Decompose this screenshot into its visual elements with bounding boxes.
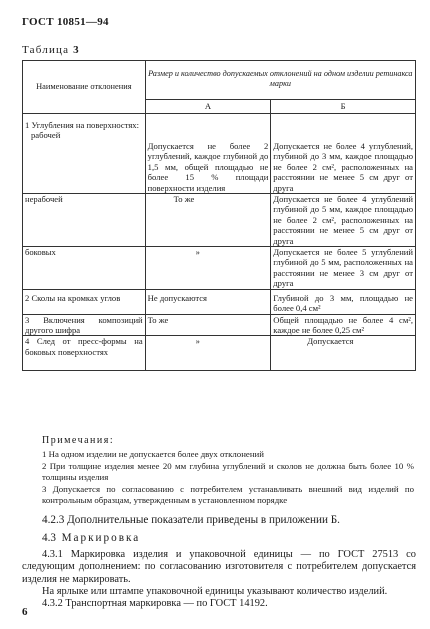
col-header-deviation-name: Наименование отклонения bbox=[23, 61, 146, 114]
paragraph-4-3-1-extra bbox=[22, 586, 416, 611]
row-name: боковых bbox=[23, 247, 146, 290]
paragraph-labeling-count: На ярлыке или штампе упаковочной единицы указывают количество изделий. bbox=[42, 586, 388, 597]
note-1: 1 На одном изделии не допускается более двух отклонений bbox=[42, 449, 264, 459]
table-row bbox=[23, 114, 416, 194]
table-row bbox=[23, 289, 416, 314]
row-value-b: Глубиной до 3 мм, площадью не более 0,4 см² bbox=[271, 289, 416, 314]
col-header-a: А bbox=[145, 100, 271, 114]
row-value-a: Не допускаются bbox=[145, 289, 271, 314]
table-row bbox=[23, 194, 416, 247]
table-caption bbox=[22, 44, 79, 56]
row-value-b: Допускается не более 4 углублений глубиной до 5 мм, каждое площадью не более 2 см², расположенных на расстоянии не менее 5 см друг от друга bbox=[271, 194, 416, 247]
document-header: ГОСТ 10851—94 bbox=[22, 16, 109, 28]
row-value-a: » bbox=[145, 247, 271, 290]
row-value-a: То же bbox=[145, 314, 271, 336]
row-name: нерабочей bbox=[23, 194, 146, 247]
table-row bbox=[23, 336, 416, 371]
table-caption-prefix: Таблица bbox=[22, 44, 70, 56]
row-name bbox=[23, 114, 146, 194]
row-name: 4 След от пресс-формы на боковых поверхностях bbox=[23, 336, 146, 371]
paragraph-4-2-3: 4.2.3 Дополнительные показатели приведены в приложении Б. bbox=[42, 514, 340, 526]
section-number: 4.3 bbox=[42, 532, 56, 544]
col-header-size-quantity: Размер и количество допускаемых отклонений на одном изделии ретинакса марки bbox=[145, 61, 415, 100]
row-name: 3 Включения композиций другого шифра bbox=[23, 314, 146, 336]
note-2: 2 При толщине изделия менее 20 мм глубина углублений и сколов не должна быть более 10 % толщины изделия bbox=[42, 461, 414, 482]
section-title: Маркировка bbox=[61, 532, 141, 544]
table-header-row bbox=[23, 61, 416, 100]
row-value-b: Допускается не более 4 углублений, глубиной до 3 мм, каждое площадью не более 2 см², расположенных на расстоянии не менее 5 см друг от друга bbox=[271, 114, 416, 194]
table-row bbox=[23, 247, 416, 290]
notes-title: Примечания: bbox=[42, 435, 115, 446]
table-row bbox=[23, 314, 416, 336]
row-value-a: Допускается не более 2 углублений, каждое глубиной до 1,5 мм, общей площадью не более 15 % площади поверхности изделия bbox=[145, 114, 271, 194]
row-subname: рабочей bbox=[31, 130, 61, 141]
paragraph-4-3-1: 4.3.1 Маркировка изделия и упаковочной единицы — по ГОСТ 27513 со следующим дополнением: по согласованию изготовителя с потребителем допускается изделия не маркировать. bbox=[22, 549, 416, 585]
col-header-b: Б bbox=[271, 100, 416, 114]
page-number: 6 bbox=[22, 606, 28, 618]
row-name: 2 Сколы на кромках углов bbox=[23, 289, 146, 314]
section-4-3-heading bbox=[42, 531, 416, 545]
deviations-table bbox=[22, 60, 416, 371]
row-value-a: » bbox=[145, 336, 271, 371]
paragraph-4-3-2: 4.3.2 Транспортная маркировка — по ГОСТ 14192. bbox=[42, 598, 268, 610]
row-value-b: Допускается не более 5 углублений глубиной до 5 мм, расположенных на расстоянии не менее 3 см друг от друга bbox=[271, 247, 416, 290]
note-3: 3 Допускается по согласованию с потребителем устанавливать внешний вид изделий по контрольным образцам, утвержденным в установленном порядке bbox=[42, 484, 414, 505]
row-value-b: Общей площадью не более 4 см², каждое не более 0,25 см² bbox=[271, 314, 416, 336]
row-value-b: Допускается bbox=[271, 336, 416, 371]
row-group-title: 1 Углубления на поверхностях: bbox=[25, 120, 139, 130]
row-value-a: То же bbox=[145, 194, 271, 247]
table-number: 3 bbox=[73, 44, 79, 56]
